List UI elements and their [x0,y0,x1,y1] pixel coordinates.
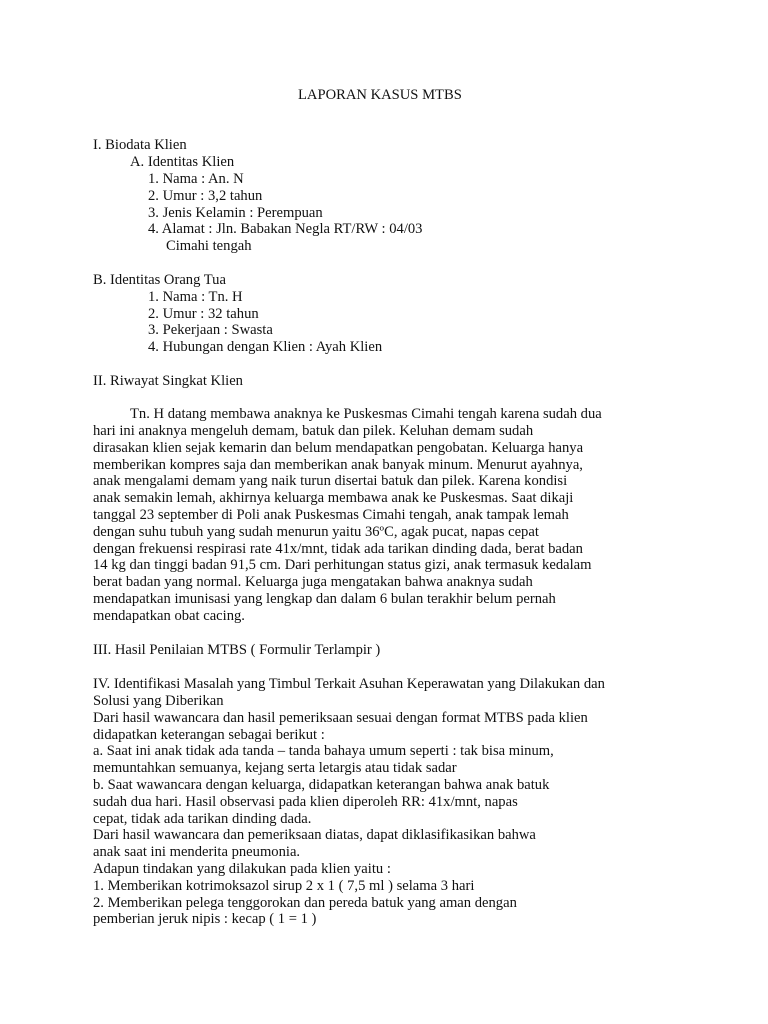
klien-item: 4. Alamat : Jln. Babakan Negla RT/RW : 04/03 [148,221,423,237]
identitas-orang-tua-heading: B. Identitas Orang Tua [93,272,226,288]
section-4-line: Adapun tindakan yang dilakukan pada klien yaitu : [93,861,391,877]
section-4-line: Dari hasil wawancara dan hasil pemeriksaan sesuai dengan format MTBS pada klien [93,710,588,726]
section-4-line: 2. Memberikan pelega tenggorokan dan pereda batuk yang aman dengan [93,895,517,911]
paragraph-line: berat badan yang normal. Keluarga juga mengatakan bahwa anaknya sudah [93,574,533,590]
orang-tua-item: 1. Nama : Tn. H [148,289,243,305]
section-4-line: anak saat ini menderita pneumonia. [93,844,301,860]
section-4-heading: IV. Identifikasi Masalah yang Timbul Terkait Asuhan Keperawatan yang Dilakukan dan [93,676,605,692]
paragraph-line: mendapatkan imunisasi yang lengkap dan dalam 6 bulan terakhir belum pernah [93,591,556,607]
orang-tua-item: 3. Pekerjaan : Swasta [148,322,273,338]
section-4-line: didapatkan keterangan sebagai berikut : [93,727,325,743]
paragraph-line: anak semakin lemah, akhirnya keluarga membawa anak ke Puskesmas. Saat dikaji [93,490,574,506]
section-4-line: b. Saat wawancara dengan keluarga, didapatkan keterangan bahwa anak batuk [93,777,550,793]
orang-tua-item: 4. Hubungan dengan Klien : Ayah Klien [148,339,383,355]
section-4-line: Solusi yang Diberikan [93,693,224,709]
klien-item: 3. Jenis Kelamin : Perempuan [148,205,323,221]
paragraph-line: 14 kg dan tinggi badan 91,5 cm. Dari perhitungan status gizi, anak termasuk kedalam [93,557,592,573]
section-4-line: cepat, tidak ada tarikan dinding dada. [93,811,312,827]
paragraph-line: Tn. H datang membawa anaknya ke Puskesmas Cimahi tengah karena sudah dua [130,406,602,422]
section-4-line: Dari hasil wawancara dan pemeriksaan diatas, dapat diklasifikasikan bahwa [93,827,536,843]
klien-item: 2. Umur : 3,2 tahun [148,188,263,204]
klien-item: 1. Nama : An. N [148,171,244,187]
document-title: LAPORAN KASUS MTBS [298,87,462,103]
section-4-line: sudah dua hari. Hasil observasi pada klien diperoleh RR: 41x/mnt, napas [93,794,518,810]
paragraph-line: tanggal 23 september di Poli anak Puskesmas Cimahi tengah, anak tampak lemah [93,507,569,523]
section-4-line: pemberian jeruk nipis : kecap ( 1 = 1 ) [93,911,317,927]
klien-alamat-cont: Cimahi tengah [166,238,252,254]
section-3-heading: III. Hasil Penilaian MTBS ( Formulir Terlampir ) [93,642,381,658]
section-1-heading: I. Biodata Klien [93,137,187,153]
paragraph-line: anak mengalami demam yang naik turun disertai batuk dan pilek. Karena kondisi [93,473,568,489]
section-2-heading: II. Riwayat Singkat Klien [93,373,243,389]
paragraph-line: dengan suhu tubuh yang sudah menurun yaitu 36ºC, agak pucat, napas cepat [93,524,539,540]
paragraph-line: dirasakan klien sejak kemarin dan belum mendapatkan pengobatan. Keluarga hanya [93,440,584,456]
paragraph-line: hari ini anaknya mengeluh demam, batuk dan pilek. Keluhan demam sudah [93,423,534,439]
orang-tua-item: 2. Umur : 32 tahun [148,306,259,322]
section-4-line: memuntahkan semuanya, kejang serta letargis atau tidak sadar [93,760,457,776]
paragraph-line: mendapatkan obat cacing. [93,608,245,624]
section-4-line: a. Saat ini anak tidak ada tanda – tanda bahaya umum seperti : tak bisa minum, [93,743,554,759]
paragraph-line: memberikan kompres saja dan memberikan anak banyak minum. Menurut ayahnya, [93,457,583,473]
paragraph-line: dengan frekuensi respirasi rate 41x/mnt, tidak ada tarikan dinding dada, berat badan [93,541,583,557]
section-4-line: 1. Memberikan kotrimoksazol sirup 2 x 1 ( 7,5 ml ) selama 3 hari [93,878,475,894]
identitas-klien-heading: A. Identitas Klien [130,154,235,170]
